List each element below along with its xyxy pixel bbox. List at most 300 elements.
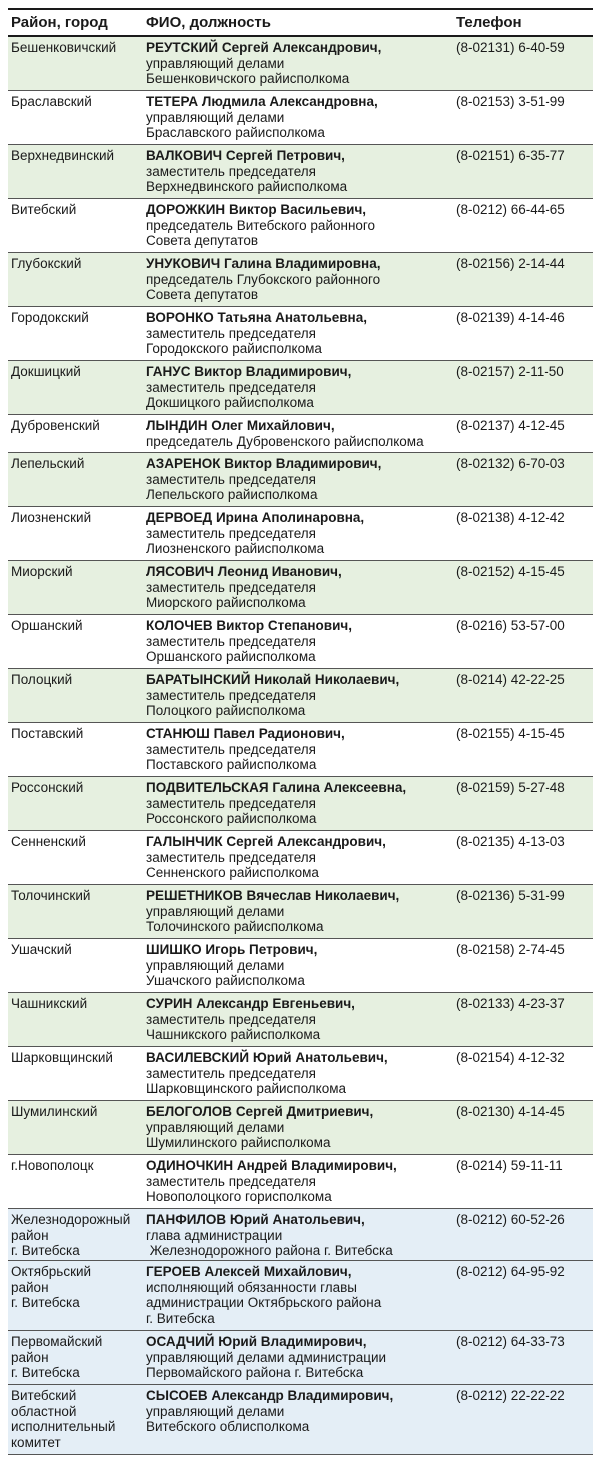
person-surname: АЗАРЕНОК — [146, 456, 221, 471]
district-line: Россонский — [11, 780, 84, 795]
position-line: председатель Глубокского районного — [146, 271, 381, 287]
district-line: район — [11, 1227, 49, 1243]
person-surname: СТАНЮШ — [146, 726, 210, 741]
district-line: г. Витебска — [11, 1365, 80, 1381]
person-surname: ШИШКО — [146, 942, 202, 957]
table-row — [8, 777, 593, 831]
position-line: управляющий делами — [146, 903, 285, 919]
name-cell — [143, 726, 453, 776]
phone-number: (8-02153) 3-51-99 — [456, 94, 565, 109]
person-name — [146, 1388, 453, 1404]
name-cell — [143, 1050, 453, 1100]
person-name — [146, 510, 453, 526]
district-cell — [8, 672, 143, 722]
district-line: комитет — [11, 1434, 61, 1450]
phone-cell — [453, 1264, 593, 1330]
person-name — [146, 148, 453, 164]
district-line: Бешенковичский — [11, 40, 117, 55]
phone-number: (8-02131) 6-40-59 — [456, 40, 565, 55]
district-line: Железнодорожный — [11, 1212, 131, 1227]
district-line: г. Витебска — [11, 1243, 80, 1259]
person-name — [146, 1264, 453, 1280]
person-given-name: Павел Радионович, — [213, 726, 345, 741]
phone-number: (8-02152) 4-15-45 — [456, 564, 565, 579]
name-cell — [143, 996, 453, 1046]
position-line: Железнодорожного района г. Витебска — [146, 1243, 393, 1259]
phone-number: (8-02136) 5-31-99 — [456, 888, 565, 903]
name-cell — [143, 1158, 453, 1208]
phone-cell — [453, 256, 593, 306]
position-line: заместитель председателя — [146, 163, 316, 179]
person-surname: ВАЛКОВИЧ — [146, 148, 223, 163]
phone-number: (8-0214) 42-22-25 — [456, 672, 565, 687]
table-row — [8, 993, 593, 1047]
person-given-name: Виктор Владимирович, — [224, 456, 382, 471]
person-surname: ДОРОЖКИН — [146, 202, 226, 217]
name-cell — [143, 202, 453, 252]
person-name — [146, 256, 453, 272]
position-line: управляющий делами администрации — [146, 1349, 387, 1365]
district-cell — [8, 780, 143, 830]
person-name — [146, 202, 453, 218]
person-given-name: Галина Алексеевна, — [272, 780, 407, 795]
table-row — [8, 199, 593, 253]
position-line: г. Витебска — [146, 1310, 215, 1326]
name-cell — [143, 256, 453, 306]
person-name — [146, 1212, 453, 1228]
position-line: председатель Дубровенского райисполкома — [146, 433, 424, 449]
phone-number: (8-0212) 66-44-65 — [456, 202, 565, 217]
person-given-name: Виктор Васильевич, — [228, 202, 367, 217]
person-name — [146, 40, 453, 56]
person-name — [146, 996, 453, 1012]
phone-number: (8-02132) 6-70-03 — [456, 456, 565, 471]
phone-number: (8-02156) 2-14-44 — [456, 256, 565, 271]
position-line: заместитель председателя — [146, 471, 316, 487]
person-surname: РЕУТСКИЙ — [146, 40, 219, 55]
position-line: Миорского райисполкома — [146, 595, 306, 611]
table-row — [8, 1385, 593, 1455]
person-surname: ГАЛЫНЧИК — [146, 834, 223, 849]
position-line: управляющий делами — [146, 109, 285, 125]
position-line: Чашникского райисполкома — [146, 1027, 321, 1043]
phone-number: (8-02157) 2-11-50 — [456, 364, 564, 379]
position-line: Лепельского райисполкома — [146, 487, 318, 503]
table-row — [8, 91, 593, 145]
district-line: Шумилинский — [11, 1104, 98, 1119]
position-line: Первомайского района г. Витебска — [146, 1365, 364, 1381]
table-row — [8, 361, 593, 415]
person-given-name: Сергей Дмитриевич, — [235, 1104, 374, 1119]
person-surname: КОЛОЧЕВ — [146, 618, 213, 633]
district-line: Лиозненский — [11, 510, 92, 525]
phone-number: (8-0212) 60-52-26 — [456, 1212, 565, 1227]
district-line: Миорский — [11, 564, 73, 579]
district-cell — [8, 456, 143, 506]
name-cell — [143, 780, 453, 830]
phone-number: (8-0212) 64-33-73 — [456, 1334, 565, 1349]
district-cell — [8, 1050, 143, 1100]
district-cell — [8, 202, 143, 252]
header-name: ФИО, должность — [146, 14, 271, 31]
table-row — [8, 37, 593, 91]
person-given-name: Олег Михайлович, — [211, 418, 335, 433]
district-line: Витебский — [11, 1388, 77, 1403]
phone-number: (8-02138) 4-12-42 — [456, 510, 565, 525]
phone-number: (8-02137) 4-12-45 — [456, 418, 565, 433]
district-cell — [8, 310, 143, 360]
phone-number: (8-02158) 2-74-45 — [456, 942, 565, 957]
position-line: Новополоцкого горисполкома — [146, 1189, 332, 1205]
name-cell — [143, 310, 453, 360]
person-given-name: Ирина Аполинаровна, — [215, 510, 365, 525]
name-cell — [143, 1264, 453, 1330]
table-row — [8, 1209, 593, 1261]
district-line: Докшицкий — [11, 364, 81, 379]
position-line: управляющий делами — [146, 1403, 285, 1419]
name-cell — [143, 40, 453, 90]
table-body — [8, 37, 593, 1455]
name-cell — [143, 418, 453, 452]
name-cell — [143, 1212, 453, 1260]
position-line: Оршанского райисполкома — [146, 649, 316, 665]
position-line: заместитель председателя — [146, 579, 316, 595]
phone-cell — [453, 672, 593, 722]
person-given-name: Игорь Петрович, — [205, 942, 318, 957]
position-line: Витебского облисполкома — [146, 1419, 310, 1435]
district-line: Толочинский — [11, 888, 91, 903]
person-given-name: Леонид Иванович, — [217, 564, 342, 579]
person-given-name: Виктор Владимирович, — [194, 364, 352, 379]
phone-cell — [453, 564, 593, 614]
person-name — [146, 726, 453, 742]
phone-number: (8-0212) 64-95-92 — [456, 1264, 565, 1279]
person-given-name: Сергей Александрович, — [221, 40, 382, 55]
phone-number: (8-0212) 22-22-22 — [456, 1388, 565, 1403]
table-header — [8, 8, 593, 37]
position-line: управляющий делами — [146, 957, 285, 973]
person-given-name: Людмила Александровна, — [201, 94, 378, 109]
district-cell — [8, 418, 143, 452]
person-given-name: Юрий Анатольевич, — [252, 1050, 388, 1065]
district-line: Ушачский — [11, 942, 72, 957]
phone-cell — [453, 618, 593, 668]
position-line: Шарковщинского райисполкома — [146, 1081, 347, 1097]
person-given-name: Сергей Петрович, — [225, 148, 345, 163]
table-row — [8, 885, 593, 939]
phone-cell — [453, 148, 593, 198]
name-cell — [143, 1388, 453, 1454]
person-given-name: Алексей Михайлович, — [204, 1264, 352, 1279]
name-cell — [143, 456, 453, 506]
phone-cell — [453, 1212, 593, 1260]
district-line: Оршанский — [11, 618, 83, 633]
table-row — [8, 307, 593, 361]
person-surname: ГЕРОЕВ — [146, 1264, 201, 1279]
person-name — [146, 888, 453, 904]
position-line: Россонского райисполкома — [146, 811, 317, 827]
person-given-name: Галина Владимировна, — [224, 256, 381, 271]
phone-number: (8-02151) 6-35-77 — [456, 148, 565, 163]
district-line: Дубровенский — [11, 418, 100, 433]
name-cell — [143, 510, 453, 560]
position-line: заместитель председателя — [146, 1173, 316, 1189]
person-given-name: Юрий Владимирович, — [218, 1334, 367, 1349]
person-given-name: Андрей Владимирович, — [236, 1158, 397, 1173]
name-cell — [143, 1104, 453, 1154]
district-cell — [8, 1212, 143, 1260]
person-given-name: Александр Евгеньевич, — [196, 996, 355, 1011]
table-row — [8, 831, 593, 885]
district-line: Сенненский — [11, 834, 86, 849]
district-cell — [8, 1104, 143, 1154]
person-surname: УНУКОВИЧ — [146, 256, 221, 271]
district-cell — [8, 888, 143, 938]
district-line: Поставский — [11, 726, 84, 741]
person-given-name: Виктор Степанович, — [216, 618, 352, 633]
table-row — [8, 1155, 593, 1209]
phone-cell — [453, 1104, 593, 1154]
position-line: Полоцкого райисполкома — [146, 703, 306, 719]
position-line: Поставского райисполкома — [146, 757, 317, 773]
phone-cell — [453, 834, 593, 884]
table-row — [8, 939, 593, 993]
phone-number: (8-02135) 4-13-03 — [456, 834, 565, 849]
position-line: администрации Октябрьского района — [146, 1295, 382, 1311]
position-line: Городокского райисполкома — [146, 341, 322, 357]
district-line: Первомайский — [11, 1334, 103, 1349]
table-row — [8, 1047, 593, 1101]
position-line: Верхнедвинского райисполкома — [146, 179, 348, 195]
phone-cell — [453, 202, 593, 252]
name-cell — [143, 942, 453, 992]
phone-cell — [453, 1158, 593, 1208]
position-line: управляющий делами — [146, 55, 285, 71]
person-name — [146, 1334, 453, 1350]
district-line: Полоцкий — [11, 672, 73, 687]
position-line: председатель Витебского районного — [146, 217, 376, 233]
position-line: Сенненского райисполкома — [146, 865, 319, 881]
position-line: исполняющий обязанности главы — [146, 1279, 358, 1295]
phone-number: (8-02130) 4-14-45 — [456, 1104, 565, 1119]
phone-cell — [453, 1050, 593, 1100]
phone-cell — [453, 456, 593, 506]
district-cell — [8, 834, 143, 884]
district-line: район — [11, 1349, 49, 1365]
district-cell — [8, 618, 143, 668]
district-line: Городокский — [11, 310, 89, 325]
phone-cell — [453, 780, 593, 830]
table-row — [8, 615, 593, 669]
district-cell — [8, 510, 143, 560]
district-line: Браславский — [11, 94, 92, 109]
name-cell — [143, 834, 453, 884]
person-name — [146, 418, 453, 434]
position-line: заместитель председателя — [146, 795, 316, 811]
person-name — [146, 780, 453, 796]
name-cell — [143, 94, 453, 144]
person-name — [146, 94, 453, 110]
position-line: Браславского райисполкома — [146, 125, 325, 141]
name-cell — [143, 148, 453, 198]
district-cell — [8, 996, 143, 1046]
district-cell — [8, 1388, 143, 1454]
person-given-name: Сергей Александрович, — [226, 834, 386, 849]
district-cell — [8, 40, 143, 90]
table-row — [8, 669, 593, 723]
district-cell — [8, 94, 143, 144]
position-line: заместитель председателя — [146, 633, 316, 649]
district-cell — [8, 1264, 143, 1330]
person-surname: ВАСИЛЕВСКИЙ — [146, 1050, 250, 1065]
position-line: заместитель председателя — [146, 525, 316, 541]
district-cell — [8, 1334, 143, 1384]
table-row — [8, 723, 593, 777]
name-cell — [143, 888, 453, 938]
district-line: Витебский — [11, 202, 77, 217]
person-surname: БЕЛОГОЛОВ — [146, 1104, 233, 1119]
person-surname: ГАНУС — [146, 364, 191, 379]
district-line: район — [11, 1279, 49, 1295]
phone-cell — [453, 40, 593, 90]
district-line: Лепельский — [11, 456, 85, 471]
phone-number: (8-02154) 4-12-32 — [456, 1050, 565, 1065]
phone-cell — [453, 94, 593, 144]
person-name — [146, 1050, 453, 1066]
person-name — [146, 672, 453, 688]
district-line: исполнительный — [11, 1419, 116, 1435]
phone-cell — [453, 418, 593, 452]
person-name — [146, 364, 453, 380]
district-line: Верхнедвинский — [11, 148, 115, 163]
phone-number: (8-02139) 4-14-46 — [456, 310, 565, 325]
name-cell — [143, 618, 453, 668]
district-cell — [8, 564, 143, 614]
person-name — [146, 1104, 453, 1120]
position-line: Шумилинского райисполкома — [146, 1135, 331, 1151]
person-surname: РЕШЕТНИКОВ — [146, 888, 243, 903]
phone-cell — [453, 942, 593, 992]
person-surname: ПАНФИЛОВ — [146, 1212, 227, 1227]
person-surname: ЛЯСОВИЧ — [146, 564, 215, 579]
district-line: Шарковщинский — [11, 1050, 113, 1065]
position-line: заместитель председателя — [146, 687, 316, 703]
person-surname: СУРИН — [146, 996, 193, 1011]
position-line: Бешенковичского райисполкома — [146, 71, 350, 87]
district-line: Чашникский — [11, 996, 88, 1011]
person-given-name: Юрий Анатольевич, — [229, 1212, 365, 1227]
person-surname: БАРАТЫНСКИЙ — [146, 672, 251, 687]
person-surname: ДЕРВОЕД — [146, 510, 213, 525]
position-line: управляющий делами — [146, 1119, 285, 1135]
table-row — [8, 415, 593, 453]
person-name — [146, 1158, 453, 1174]
person-given-name: Татьяна Анатольевна, — [217, 310, 367, 325]
phone-number: (8-02133) 4-23-37 — [456, 996, 565, 1011]
position-line: Докшицкого райисполкома — [146, 395, 314, 411]
position-line: заместитель председателя — [146, 379, 316, 395]
district-line: Октябрьский — [11, 1264, 92, 1279]
position-line: заместитель председателя — [146, 849, 316, 865]
table-row — [8, 561, 593, 615]
phone-cell — [453, 1388, 593, 1454]
person-surname: ОСАДЧИЙ — [146, 1334, 215, 1349]
position-line: заместитель председателя — [146, 1065, 316, 1081]
person-surname: ОДИНОЧКИН — [146, 1158, 234, 1173]
district-line: областной — [11, 1403, 77, 1419]
name-cell — [143, 1334, 453, 1384]
table-row — [8, 145, 593, 199]
name-cell — [143, 672, 453, 722]
person-name — [146, 618, 453, 634]
district-line: Глубокский — [11, 256, 82, 271]
phone-number: (8-02159) 5-27-48 — [456, 780, 565, 795]
district-cell — [8, 364, 143, 414]
phone-cell — [453, 1334, 593, 1384]
table-row — [8, 1331, 593, 1385]
table-row — [8, 507, 593, 561]
district-cell — [8, 942, 143, 992]
table-row — [8, 453, 593, 507]
table-row — [8, 1261, 593, 1331]
district-line: г. Витебска — [11, 1295, 80, 1311]
position-line: Толочинского райисполкома — [146, 919, 324, 935]
person-surname: ТЕТЕРА — [146, 94, 199, 109]
table-row — [8, 1101, 593, 1155]
position-line: Совета депутатов — [146, 287, 259, 303]
person-name — [146, 942, 453, 958]
position-line: заместитель председателя — [146, 1011, 316, 1027]
position-line: Лиозненского райисполкома — [146, 541, 325, 557]
district-cell — [8, 148, 143, 198]
position-line: заместитель председателя — [146, 741, 316, 757]
position-line: глава администрации — [146, 1227, 283, 1243]
district-cell — [8, 256, 143, 306]
district-cell — [8, 726, 143, 776]
person-name — [146, 310, 453, 326]
position-line: заместитель председателя — [146, 325, 316, 341]
name-cell — [143, 564, 453, 614]
district-line: г.Новополоцк — [11, 1158, 94, 1173]
contacts-table — [8, 8, 593, 1455]
phone-number: (8-0214) 59-11-11 — [456, 1158, 563, 1173]
name-cell — [143, 364, 453, 414]
district-cell — [8, 1158, 143, 1208]
person-name — [146, 564, 453, 580]
person-name — [146, 456, 453, 472]
person-given-name: Николай Николаевич, — [254, 672, 400, 687]
person-surname: ВОРОНКО — [146, 310, 214, 325]
person-given-name: Вячеслав Николаевич, — [246, 888, 400, 903]
position-line: Совета депутатов — [146, 233, 259, 249]
phone-cell — [453, 996, 593, 1046]
header-phone: Телефон — [456, 14, 522, 31]
phone-cell — [453, 364, 593, 414]
header-district: Район, город — [11, 14, 108, 31]
person-surname: ПОДВИТЕЛЬСКАЯ — [146, 780, 269, 795]
position-line: Ушачского райисполкома — [146, 973, 305, 989]
person-surname: ЛЫНДИН — [146, 418, 208, 433]
phone-cell — [453, 888, 593, 938]
phone-cell — [453, 726, 593, 776]
phone-cell — [453, 310, 593, 360]
person-surname: СЫСОЕВ — [146, 1388, 208, 1403]
table-row — [8, 253, 593, 307]
person-name — [146, 834, 453, 850]
phone-number: (8-0216) 53-57-00 — [456, 618, 565, 633]
person-given-name: Александр Владимирович, — [211, 1388, 394, 1403]
phone-cell — [453, 510, 593, 560]
